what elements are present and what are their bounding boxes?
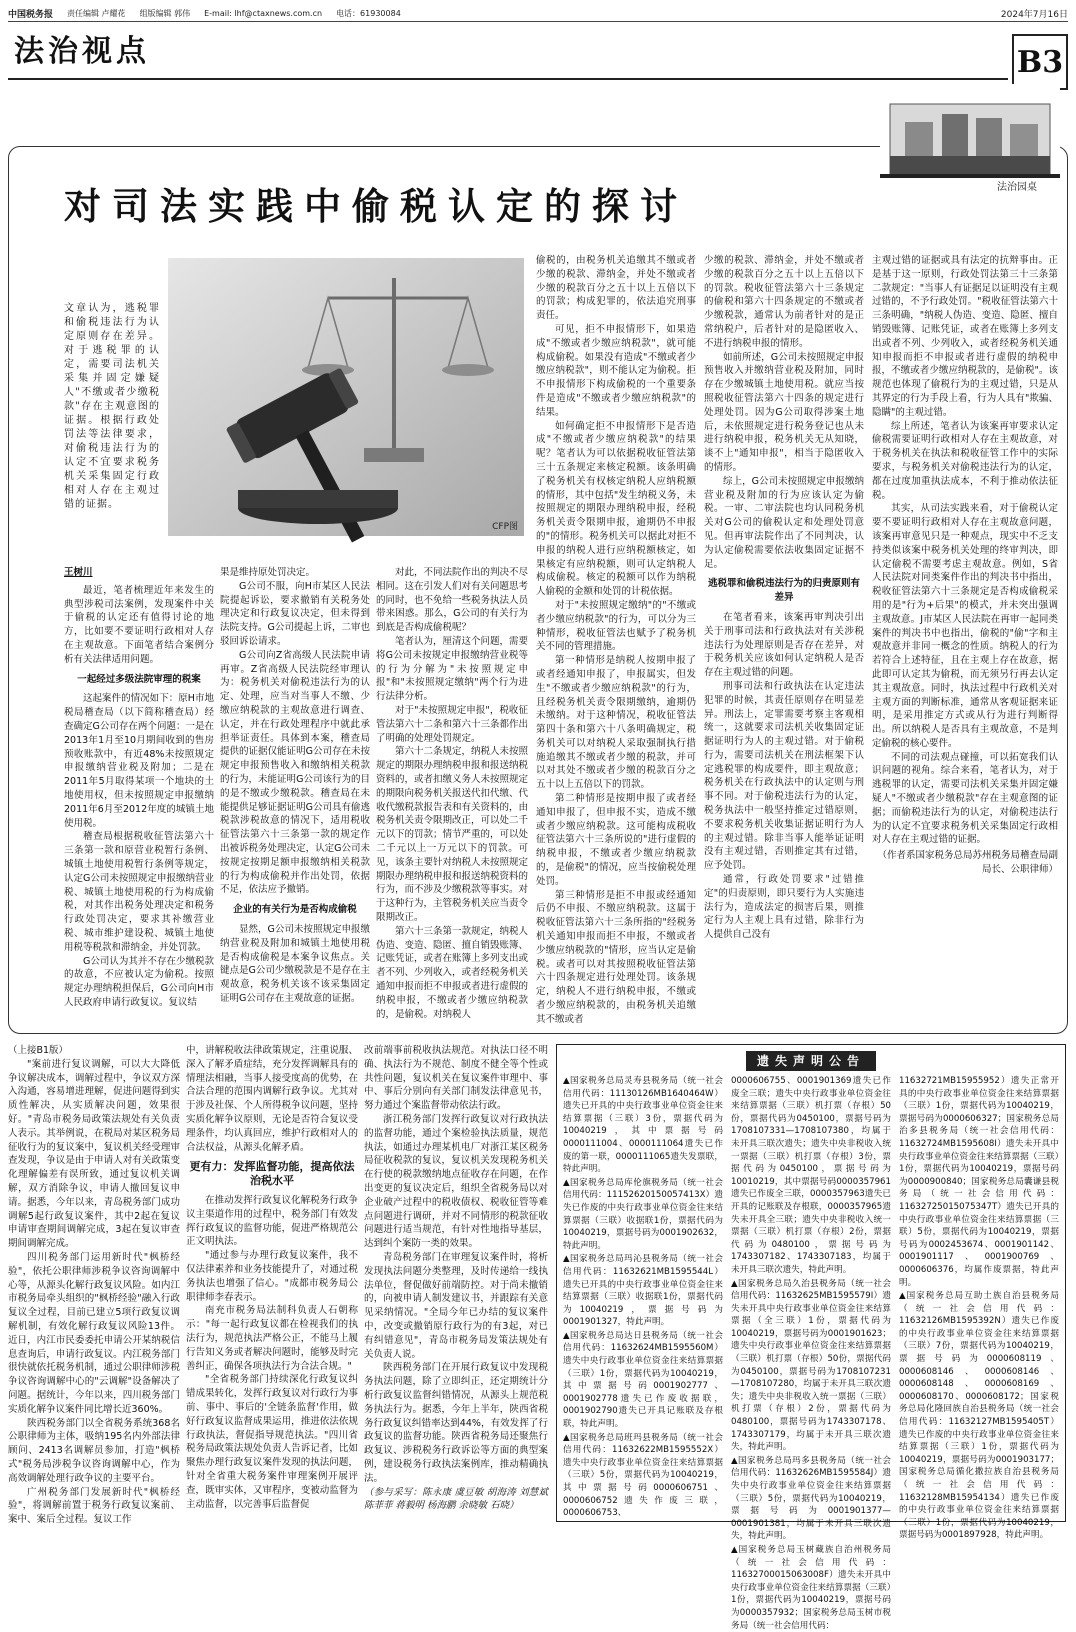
continuation-column-2	[186, 1044, 358, 1522]
paragraph: 可见，拒不申报情形下，如果造成"不缴或者少缴应纳税款"，就可能构成偷税。如果没有造成"不缴或者少缴应纳税款"，则不能认定为偷税。拒不申报情形下构成偷税的一个重要条件是造成"不缴或者少缴应纳税款"的结果。	[536, 323, 696, 418]
notice-item: ▲国家税务总局灵寿县税务局（统一社会信用代码：11130126MB1640464W）遗失已开具的中央行政事业单位资金往来结算票据（三联）3份，票据代码为10040219，其中票据号码0000111004、0000111064遗失已作废的第一联，0000111065遗失发票联，特此声明。	[563, 1076, 723, 1175]
email: E-mail: lhf@ctaxnews.com.cn	[204, 9, 323, 18]
notice-item: ▲国家税务总局库伦旗税务局（统一社会信用代码：11152620150057413X）遗失已作废的中央行政事业单位资金往来结算票据（三联）收据联1份，票据代码为10040219，票据号码为0001902632，特此声明。	[563, 1177, 723, 1251]
paragraph: 对此，不同法院作出的判决不尽相同。这在引发人们对有关问题思考的同时，也不免给一些税务执法人员带来困惑。那么，G公司的有关行为到底是否构成偷税呢？	[376, 567, 529, 634]
notice-item: ▲国家税务总局达日县税务局（统一社会信用代码：11632624MB1595560M）遗失中央行政事业单位资金往来结算票据（三联）1份，票据代码为10040219，其中票据号码0001902777、0001902778遗失已作废收据联，0001902790遗失已开具记账联及存根联，特此声明。	[563, 1330, 723, 1430]
notice-column-1	[563, 1075, 723, 1517]
notice-item: ▲国家税务总局玛沁县税务局（统一社会信用代码：11632621MB1595544L）遗失已开具的中央行政事业单位资金往来结算票据（三联）收据联1份，票据代码为10040219，票据号码为0001901327，特此声明。	[563, 1254, 723, 1328]
paragraph: 第一种情形是纳税人按期申报了或者经通知申报了，申报属实，但发生"不缴或者少缴应纳税款"的行为，且经税务机关责令限期缴纳，逾期仍未缴纳。对于这种情况，税收征管法第四十条和第六十八条明确规定，税务机关可以对纳税人采取强制执行措施追缴其不缴或者少缴的税款，并可以对其处不缴或者少缴的税款百分之五十以上五倍以下的罚款。	[536, 655, 696, 791]
subheading: 逃税罪和偷税违法行为的归责原则有差异	[707, 578, 860, 604]
notice-item: ▲国家税务总局玉树藏族自治州税务局（统一社会信用代码：11632700015063008F）遗失未开具中央行政事业单位资金往来结算票据（三联）1份，票据代码为10040219，票据号码为0000357932；国家税务总局玉树市税务局（统一社会信用代码：	[731, 1544, 891, 1631]
paragraph: G公司认为其并不存在少缴税款的故意，不应被认定为偷税。按照规定办理纳税担保后，G公司向H市人民政府申请行政复议。复议结	[64, 955, 214, 1008]
layout-editor: 组版编辑 郭伟	[139, 9, 191, 18]
notice-item: 0000606755、0001901369遗失已作废全三联；遗失中央行政事业单位资金往来结算票据（三联）机打票（存根）50份，票据代码为0450100，票据号码为1708107331—1708107380，均属于未开具三联次遗失；遗失中央非税收入统一票据（三联）机打票（存根）3份，票据代码为0450100，票据号码为10010219，其中票据号码0000357961遗失已作废全三联，0000357963遗失已开具的记账联及存根联，0000357965遗失未开具全三联；遗失中央非税收入统一票据（三联）机打票（存根）2份，票据代码为0480100，票据号码为1743307182、1743307183，均属于未开具三联次遗失，特此声明。	[731, 1076, 891, 1275]
paragraph: 如何确定拒不申报情形下是否造成"不缴或者少缴应纳税款"的结果呢？笔者认为可以依据税收征管法第三十五条规定来核定税额。该条明确了税务机关有权核定纳税人应纳税额的情形，其中包括"发生纳税义务，未按照规定的期限办理纳税申报，经税务机关责令限期申报，逾期仍不申报的"的情形。税务机关可以据此对拒不申报的纳税人进行应纳税额核定，如果核定有应纳税额，则可认定纳税人构成偷税。核定的税额可以作为纳税人偷税的金额和处罚的计税依据。	[536, 420, 696, 598]
notice-item: ▲国家税务总局玛多县税务局（统一社会信用代码：11632626MB1595584J）遗失中央行政事业单位资金往来结算票据（三联）5份，票据代码为10040219，票据号码为0001901377—0001901381，均属于未开具三联次遗失，特此声明。	[731, 1455, 891, 1542]
paragraph: 第三种情形是拒不申报或经通知后仍不申报、不缴应纳税款。这属于税收征管法第六十三条所指的"经税务机关通知申报而拒不申报，不缴或者少缴应纳税款的"情形，应当认定是偷税。或者可以对其按照税收征管法第六十四条规定进行处理处罚。该条规定，纳税人不进行纳税申报，不缴或者少缴应纳税款的，由税务机关追缴其不缴或者	[536, 889, 696, 1025]
paragraph: G公司不服，向H市某区人民法院提起诉讼，要求撤销有关税务处理决定和行政复议决定，但未得到法院支持。G公司提起上诉，二审也驳回诉讼请求。	[220, 580, 370, 647]
notice-item: 11632721MB15955952）遗失正常开具的中央行政事业单位资金往来结算票据（三联）1份，票据代码为10040219，票据号码为0000606327；国家税务总局治多县税务局（统一社会信用代码：11632724MB1595608I）遗失未开具中央行政事业单位资金往来结算票据（三联）1份，票据代码为10040219，票据号码为0000900840；国家税务总局囊谦县税务局（统一社会信用代码：11632725015075347T）遗失已开具的中央行政事业单位资金往来结算票据（三联）5份，票据代码为10040219，票据号码为0002453674、0001901142、0001901117、0001900769、0000606376，均属作废票据，特此声明。	[899, 1076, 1059, 1288]
paragraph: 第二种情形是按期申报了或者经通知申报了，但申报不实，造成不缴或者少缴应纳税款。这可能构成税收征管法第六十三条所说的"进行虚假的纳税申报，不缴或者少缴应纳税款的，是偷税"的情况，应当按偷税处理处罚。	[536, 793, 696, 887]
paragraph: 在推动发挥行政复议化解税务行政争议主渠道作用的过程中，税务部门有效发挥行政复议的监督功能，促进严格规范公正文明执法。	[186, 1194, 358, 1248]
paragraph: 通常，行政处罚要求"过错推定"的归责原则，即只要行为人实施违法行为，造成法定的损害后果，则推定行为人主观上具有过错，除非行为人提供自己没有	[704, 874, 864, 941]
paragraph: 偷税的，由税务机关追缴其不缴或者少缴的税款、滞纳金，并处不缴或者少缴的税款百分之五十以上五倍以下的罚款；构成犯罪的，依法追究刑事责任。	[536, 255, 696, 322]
paragraph: 最近，笔者梳理近年来发生的典型涉税司法案例，发现案件中关于偷税的认定还有值得讨论的地方，比如要不要证明行政相对人存在主观故意。下面笔者结合案例分析有关法律适用问题。	[64, 584, 214, 665]
paragraph: 这起案件的情况如下：原H市地税局稽查局（以下简称稽查局）经查确定G公司存在两个问题：一是在2013年1月至10月期间收到的售房预收账款中，有近48%未按照规定申报缴纳营业税及附加；二是在2011年5月取得某项一个地块的土地使用权，但未按照规定申报缴纳2011年6月至2012年度的城镇土地使用税。	[64, 693, 214, 829]
paragraph: 其实，从司法实践来看，对于偷税认定要不要证明行政相对人存在主观故意问题，该案再审意见只是一种观点，现实中不乏支持类似该案中税务机关处理的终审判决，即认定偷税不需要考虑主观故意。例如，S省人民法院对同类案件作出的判决书中指出，税收征管法第六十三条规定是否构成偷税采用的是"行为+后果"的模式，并未突出强调主观故意。J市某区人民法院在再审一起同类案件的判决书中也指出，偷税的"偷"字和主观故意并非同一概念的性质。纳税人的行为若符合上述特征，且在主观上存在故意，据此即可认定其为偷税，而无须另行再去认定其主观故意。同时，执法过程中行政机关对主观方面的判断标准，通常从客观证据来证明，是采用推定方式或从行为进行判断得出。所以纳税人是否具有主观故意，不是判定偷税的核心要件。	[872, 503, 1058, 749]
paragraph: 不同的司法观点碰撞，可以拓宽我们认识问题的视角。综合来看，笔者认为，对于逃税罪的认定，需要司法机关采集并固定嫌疑人"不缴或者少缴税款"存在主观意图的证据；而偷税违法行为的认定，对偷税违法行为的认定不宜要求税务机关采集固定行政相对人存在主观过错的证据。	[872, 751, 1058, 846]
paragraph: 广州税务部门发展新时代"枫桥经验"，将调解前置于税务行政复议案前、案中、案后全过程。复议工作	[8, 1486, 180, 1526]
paragraph: 青岛税务部门在审理复议案件时，将析发现执法问题分类整理，及时传递给一线执法单位，督促做好前端防控。对于尚未撤销的，向被申请人制发建议书，并跟踪有关意见采纳情况。"全局今年已办结的复议案件中，改变或撤销原行政行为的有3起，对已有纠错意见"，青岛市税务局发策法规处有关负责人说。	[364, 1251, 548, 1360]
paragraph: 对于"未按照规定申报"，税收征管法第六十二条和第六十三条都作出了明确的处理处罚规定。	[376, 704, 529, 744]
paragraph: 第六十二条规定，纳税人未按照规定的期限办理纳税申报和报送纳税资料的，或者扣缴义务人未按照规定的期限向税务机关报送代扣代缴、代收代缴税款报告表和有关资料的，由税务机关责令限期改正，可以处二千元以下的罚款；情节严重的，可以处二千元以上一万元以下的罚款。可见，该条主要针对纳税人未按照规定期限办理纳税申报和报送纳税资料的行为，而不涉及少缴税款等事实。对于这种行为，主管税务机关应当责令限期改正。	[376, 746, 529, 923]
paragraph: 稽查局根据税收征管法第六十三条第一款和原营业税暂行条例、城镇土地使用税暂行条例等规定，认定G公司未按照规定申报缴纳营业税、城镇土地使用税的行为构成偷税，对其作出税务处理决定和税务行政处罚决定，要求其补缴营业税、城市维护建设税、城镇土地使用税等税款和滞纳金，并处罚款。	[64, 831, 214, 953]
editor: 责任编辑 卢耀花	[67, 9, 126, 18]
subheading: 一起经过多级法院审理的税案	[77, 673, 201, 685]
article-column-5	[704, 254, 864, 1028]
paragraph: 第六十三条第一款规定，纳税人伪造、变造、隐匿、擅自销毁账簿、记账凭证，或者在账簿上多列支出或者不列、少列收入，或者经税务机关通知申报而拒不申报或者进行虚假的纳税申报，不缴或者少缴应纳税款的，是偷税。对纳税人	[376, 925, 529, 1020]
headline: 对司法实践中偷税认定的探讨	[64, 184, 688, 228]
article-column-2	[220, 566, 370, 1028]
notice-item: ▲国家税务总局班玛县税务局（统一社会信用代码：11632622MB1595552X）遗失中央行政事业单位资金往来结算票据（三联）5份，票据代码为10040219，其中票据号码0000606751、0000606752遗失作废三联，0000606753、	[563, 1432, 723, 1519]
paragraph: 四川税务部门运用新时代"枫桥经验"，依托公职律师涉税争议咨询调解中心等，从源头化解行政复议风险。如内江市税务局牵头组织的"枫桥经验"融入行政复议全过程，目前已建立5项行政复议调解机制，有效化解行政复议风险13件。近日，内江市民委委托申请公开某纳税信息查询后，申请行政复议。内江税务部门很快就依托税务机制，通过公职律师涉税争议咨询调解中心的"云调解"设备解决了问题。据统计，今年以来，四川税务部门实质化解争议案件同比增长近360%。	[8, 1251, 180, 1415]
paper-name: 中国税务报	[8, 10, 54, 20]
paragraph: （上接B1版）	[8, 1045, 69, 1056]
masthead	[8, 6, 1068, 22]
paragraph: 显然，G公司未按照规定申报缴纳营业税及附加和城镇土地使用税是否构成偷税是本案争议焦点。关键点是G公司少缴税款是不是存在主观故意，税务机关该不该采集固定证明G公司存在主观故意的证据。	[220, 923, 370, 1004]
paragraph: "全省税务部门持续深化行政复议纠错成果转化，发挥行政复议对行政行为事前、事中、事后的'全链条监督'作用，做好行政复议监督成果运用，推进依法依规行政执法，督促指导规范执法。"四川省税务局政策法规处负责人告诉记者，比如聚焦办理行政复议案件发现的执法问题，针对全省重大税务案件审理案例开展评查，既审实体，又审程序，变被动监督为主动监督，以完善事后监督促	[186, 1374, 358, 1510]
notice-column-3	[899, 1075, 1059, 1541]
page-number: B3	[1012, 34, 1068, 90]
paragraph: 对于"未按照规定缴纳"的"不缴或者少缴应纳税款"的行为，可以分为三种情形，税收征管法也赋予了税务机关不同的管理措施。	[536, 599, 696, 653]
paragraph: 笔者认为，厘清这个问题，需要将G公司未按规定申报缴纳营业税等的行为分解为"未按照规定申报"和"未按照规定缴纳"两个行为进行法律分析。	[376, 635, 529, 703]
paragraph: 改前端事前税收执法规范。对执法口径不明确、执法行为不规范、制度不健全等个性或共性问题，复议机关在复议案件审理中、事中、事后分别向有关部门制发法律意见书，努力通过个案监督带动依法行政。	[364, 1045, 548, 1112]
subheading: 更有力：发挥监督功能，提高依法治税水平	[189, 1160, 355, 1188]
paragraph: "通过参与办理行政复议案件，我不仅法律素养和业务技能提升了，对通过税务执法也增强了信心。"成都市税务局公职律师李春表示。	[186, 1250, 358, 1303]
paragraph: 南充市税务局法制科负责人石朝称示："每一起行政复议都在检视我们的执法行为，规范执法严格公正，不能马上履行告知义务或者解决问题时，能够及时完善纠正，确保各项执法行为合法合规。"	[186, 1305, 358, 1372]
continuation-column-1	[8, 1044, 180, 1526]
paragraph: 陕西税务部门在开展行政复议中发现税务执法问题，除了立即纠正，还定期统计分析行政复议监督纠错情况，从源头上规范税务执法行为。据悉，今年上半年，陕西省税务行政复议纠错率达到44%，有效发挥了行政复议的监督功能。陕西省税务局还聚焦行政复议、涉税税务行政诉讼等方面的典型案例，建设税务行政执法案例库，推动精确执法。	[364, 1362, 548, 1484]
author-note: （作者系国家税务总局苏州税务局稽查局副局长、公职律师）	[877, 850, 1058, 876]
section-title: 法治视点	[14, 34, 150, 69]
article-column-1	[64, 566, 214, 1028]
notice-item: ▲国家税务总局久治县税务局（统一社会信用代码：11632625MB1595579I）遗失未开具中央行政事业单位资金往来结算票据（全三联）1份，票据代码为10040219，票据号码为0001901623；遗失中央行政事业单位资金往来结算票据（三联）机打票（存根）50份，票据代码为0450100，票据号码为1708107231—1708107280，均属于未开具三联次遗失；遗失中央非税收入统一票据（三联）机打票（存根）2份，票据代码为0480100，票据号码为1743307178、1743307179，均属于未开具三联次遗失，特此声明。	[731, 1278, 891, 1453]
notice-item: ▲国家税务总局互助土族自治县税务局（统一社会信用代码：11632126MB1595392N）遗失已作废的中央行政事业单位资金往来结算票据（三联）7份，票据代码为10040219，票据号码为0000608119、0000608146、0000608146、0000608148、0000608169、0000608170、0000608172；国家税务总局化隆回族自治县税务局（统一社会信用代码：11632127MB1595405T）遗失已作废的中央行政事业单位资金往来结算票据（三联）1份，票据代码为10040219，票据号码为0001903177；国家税务总局循化撒拉族自治县税务局（统一社会信用代码：11632128MB15954134）遗失已作废的中央行政事业单位资金往来结算票据（三联）1份，票据代码为10040219，票据号码为0001897928，特此声明。	[899, 1291, 1059, 1541]
paragraph: 综上所述，笔者认为该案再审要求认定偷税需要证明行政相对人存在主观故意，对于税务机关在执法和税收征管工作中的实际要求，与税务机关对偷税违法行为的认定，都在过度加重执法成本，不利于推动依法征税。	[872, 420, 1058, 501]
phone: 电话：61930084	[336, 9, 401, 18]
photo-credit: CFP图	[492, 522, 518, 532]
paragraph: 主观过错的证据或具有法定的抗辩事由。正是基于这一原则，行政处罚法第三十三条第二款规定："当事人有证据足以证明没有主观过错的，不予行政处罚。"税收征管法第六十三条明确，"纳税人伪造、变造、隐匿、擅自销毁账簿、记账凭证，或者在账簿上多列支出或者不列、少列收入，或者经税务机关通知申报而拒不申报或者进行虚假的纳税申报，不缴或者少缴应纳税款的，是偷税"。该规范也体现了偷税行为的主观过错，只是从其界定的行为手段上看，行为人具有"欺骗、隐瞒"的主观过错。	[872, 255, 1058, 418]
paragraph: 少缴的税款、滞纳金，并处不缴或者少缴的税款百分之五十以上五倍以下的罚款。税收征管法第六十三条规定的偷税和第六十四条规定的不缴或者少缴税款，通常认为前者针对的是正常纳税户，后者针对的是隐匿收入、不进行纳税申报的情形。	[704, 255, 864, 349]
gavel-photo	[168, 258, 524, 536]
top-rule	[8, 78, 1008, 80]
notice-title: 遗失声明公告	[746, 1051, 876, 1071]
paragraph: 综上，G公司未按照规定申报缴纳营业税及附加的行为应该认定为偷税。一审、二审法院也均认同税务机关对G公司的偷税认定和处理处罚意见。但再审法院作出了不同判决，认为认定偷税需要依法收集固定证据不足。	[704, 475, 864, 570]
paragraph: "案前进行复议调解，可以大大降低争议解决成本，调解过程中，争议双方深入沟通，容易增进理解，促进问题得到实质性解决，从实质解决问题，效果很好。"青岛市税务局政策法规处有关负责人表示。其举例说，在税局对某区税务局征收行为的复议案中，复议机关经受理审查发现，争议是由于申请人对有关政策变化理解偏差有误所致，通过复议机关调解，双方消除争议，申请人撤回复议申请。据悉，今年以来，青岛税务部门成功调解5起行政复议案件，其中2起在复议申请审查期间调解完成，3起在复议审查期间调解完成。	[8, 1058, 180, 1250]
paragraph: 果是维持原处罚决定。	[220, 567, 316, 578]
paragraph: 刑事司法和行政执法在认定违法犯罪的时候，其责任原则存在明显差异。刑法上，定罪需要考察主客观相统一，这就要求司法机关收集固定证据证明行为人的主观过错。对于偷税行为，需要司法机关在刑法框架下认定逃税罪的构成要件，即主观故意；税务机关在行政执法中的认定则与刑事不同。对于偷税违法行为的认定，税务执法中一般坚持推定过错原则，不要求税务机关收集证据证明行为人的主观过错。除非当事人能举证证明没有主观过错，否则推定其有过错，应予处罚。	[704, 680, 864, 872]
paragraph: 陕西税务部门以全省税务系统368名公职律师为主体，吸纳195名内外部法律顾问、2413名调解员参加，打造"枫桥式"税务局涉税争议咨询调解中心，作为高效调解处理行政争议的主要平台。	[8, 1417, 180, 1484]
byline: 王树川	[64, 567, 93, 578]
subheading: 企业的有关行为是否构成偷税	[233, 904, 357, 916]
paragraph: G公司向Z省高级人民法院申请再审。Z省高级人民法院经审理认为：税务机关对偷税违法行为的认定、处理，应当对当事人不缴、少缴应纳税款的主观故意进行调查、认定，并在行政处理程序中就此承担举证责任。具体到本案，稽查局提供的证据仅能证明G公司存在未按规定申报预售收入和缴纳相关税款的行为，未能证明G公司该行为的目的是不缴或少缴税款。稽查局在未能提供足够证据证明G公司具有偷逃税款涉税故意的情况下，适用税收征管法第六十三条第一款的规定作出被诉税务处理决定，认定G公司未按规定按期足额申报缴纳相关税款的行为构成偷税并作出处罚，依据不足，依法应予撤销。	[220, 649, 370, 896]
article-column-4	[536, 254, 696, 1028]
paragraph: 如前所述，G公司未按照规定申报预售收入并缴纳营业税及附加，同时存在少缴城镇土地使用税。就应当按照税收征管法第六十四条的规定进行处理处罚。因为G公司取得涉案土地后，未依照规定进行税务登记也从未进行纳税申报，税务机关无从知晓，谈不上"通知申报"，相当于隐匿收入的情形。	[704, 351, 864, 473]
article-column-3	[376, 566, 528, 1028]
paragraph: 浙江税务部门发挥行政复议对行政执法的监督功能，通过个案检验执法质量，规范执法，如通过办理某机电厂对浙江某区税务局征收税款的复议，复议机关发现税务机关在行使的税款缴纳地点征收存在问题，在作出变更的复议决定后，组织全省税务局以对企业破产过程中的税收债权、税收征管等难点问题进行调研，并对不同情形的税款征收问题进行适当规范，有针对性地指导基层，达到纠个案防一类的效果。	[364, 1113, 548, 1250]
notice-column-2	[731, 1075, 891, 1631]
lost-notice-box	[556, 1044, 1066, 1631]
paragraph: 在笔者看来，该案再审判决引出关于刑事司法和行政执法对有关涉税违法行为处理原则是否存在差异，对于税务机关应该如何认定纳税人是否存在主观过错的问题。	[704, 611, 864, 679]
article-column-6	[872, 254, 1058, 1028]
article-abstract: 文章认为，逃税罪和偷税违法行为认定原则存在差异。对于逃税罪的认定，需要司法机关采集并固定嫌疑人"不缴或者少缴税款"存在主观意图的证据。根据行政处罚法等法律要求，对偷税违法行为的认定不宜要求税务机关采集固定行政相对人存在主观过错的证据。	[64, 303, 160, 510]
paragraph: （参与采写：陈永康 虞豆敏 胡海涛 刘慧斌 陈菲菲 蒋毅明 杨海鹏 余晓敏 石晓）	[364, 1486, 548, 1512]
paragraph: 中，讲解税收法律政策规定，注重说服、深入了解矛盾症结，充分发挥调解具有的情理法相融，当事人接受度高的优势，在合法合理的范围内调解行政争议。尤其对于涉及社保、个人所得税争议问题，坚持实质化解争议原则，无论是否符合复议受理条件，均认真回应，维护行政相对人的合法权益，从源头化解矛盾。	[186, 1045, 358, 1153]
column-label: 法治园桌	[995, 178, 1039, 193]
issue-date: 2024年7月16日	[1000, 10, 1068, 20]
gavel-scales-image	[168, 258, 524, 536]
continuation-column-3	[364, 1044, 548, 1522]
